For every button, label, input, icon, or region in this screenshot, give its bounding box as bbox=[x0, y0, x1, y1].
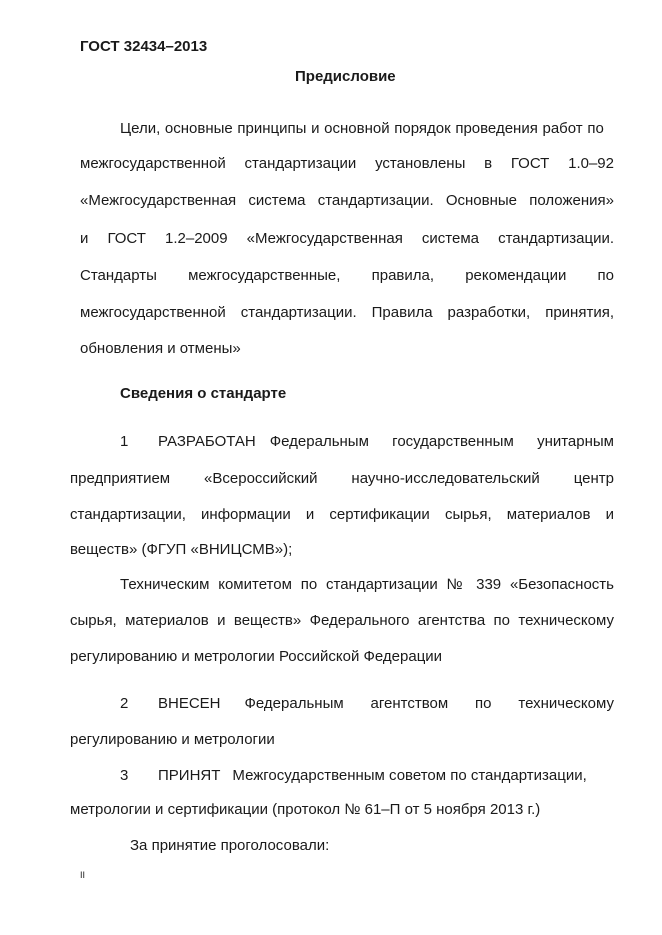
item2-number: 2 bbox=[120, 695, 129, 712]
page-title: Предисловие bbox=[295, 68, 396, 85]
item3-voted: За принятие проголосовали: bbox=[130, 837, 330, 854]
item1-key: РАЗРАБОТАН bbox=[158, 433, 256, 450]
doc-code: ГОСТ 32434–2013 bbox=[80, 38, 208, 55]
preface-line-3: «Межгосударственная система стандартизации. Основные положения» bbox=[80, 192, 614, 209]
item2-first-line bbox=[120, 695, 614, 712]
preface-line-5: Стандарты межгосударственные, правила, рекомендации по bbox=[80, 267, 614, 284]
item3-first-line bbox=[120, 767, 614, 784]
item2-line-2: регулированию и метрологии bbox=[70, 731, 275, 748]
preface-line-7: обновления и отмены» bbox=[80, 340, 241, 357]
tc-line-3: регулированию и метрологии Российской Федерации bbox=[70, 648, 443, 665]
item1-first-line bbox=[120, 433, 614, 450]
page-number: II bbox=[80, 870, 86, 880]
item1-number: 1 bbox=[120, 433, 129, 450]
item1-line-3: стандартизации, информации и сертификации сырья, материалов и bbox=[70, 506, 614, 523]
preface-line-6: межгосударственной стандартизации. Правила разработки, принятия, bbox=[80, 304, 614, 321]
item3-rest: Межгосударственным советом по стандартизации, bbox=[232, 767, 587, 784]
item1-line-4: веществ» (ФГУП «ВНИЦСМВ»); bbox=[70, 541, 293, 558]
preface-line-4: и ГОСТ 1.2–2009 «Межгосударственная система стандартизации. bbox=[80, 230, 614, 247]
preface-line-2: межгосударственной стандартизации установлены в ГОСТ 1.0–92 bbox=[80, 155, 614, 172]
preface-line-1 bbox=[120, 120, 614, 137]
item3-line-2: метрологии и сертификации (протокол № 61–П от 5 ноября 2013 г.) bbox=[70, 801, 541, 818]
tc-line-1: Техническим комитетом по стандартизации № 339 «Безопасность bbox=[120, 576, 614, 593]
item1-line-2: предприятием «Всероссийский научно-исследовательский центр bbox=[70, 470, 614, 487]
item3-number: 3 bbox=[120, 767, 129, 784]
section-heading: Сведения о стандарте bbox=[120, 385, 287, 402]
item1-rest: Федеральным государственным унитарным bbox=[269, 433, 614, 450]
preface-text: Цели, основные принципы и основной порядок проведения работ по bbox=[120, 120, 604, 137]
item3-key: ПРИНЯТ bbox=[158, 767, 221, 784]
item2-key: ВНЕСЕН bbox=[158, 695, 221, 712]
tc-line-2: сырья, материалов и веществ» Федерального агентства по техническому bbox=[70, 612, 614, 629]
item2-rest: Федеральным агентством по техническому bbox=[244, 695, 614, 712]
